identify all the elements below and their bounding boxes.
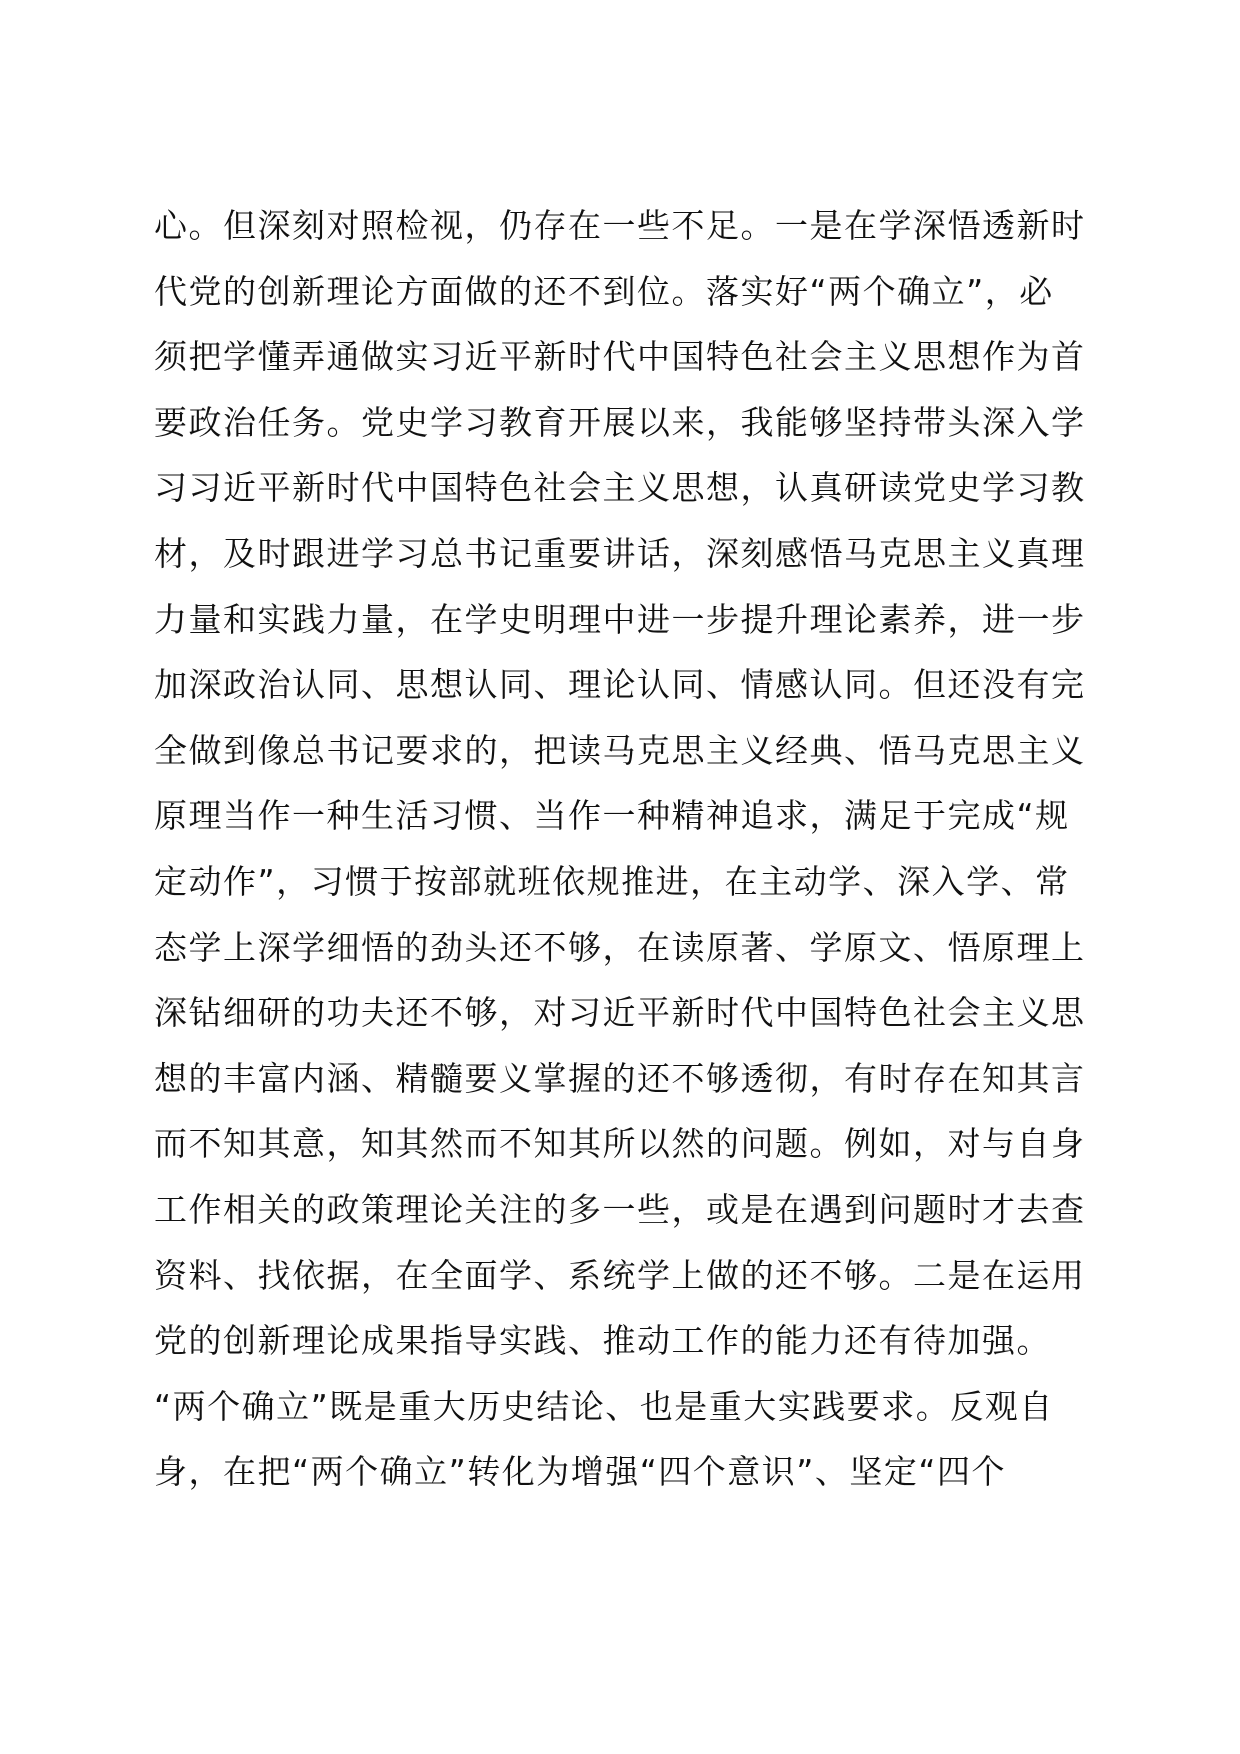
text-line: 要政治任务。党史学习教育开展以来，我能够坚持带头深入学 bbox=[154, 402, 1086, 442]
text-line: 而不知其意，知其然而不知其所以然的问题。例如，对与自身 bbox=[154, 1124, 1086, 1164]
text-line: 心。但深刻对照检视，仍存在一些不足。一是在学深悟透新时 bbox=[154, 206, 1086, 245]
text-line: 原理当作一种生活习惯、当作一种精神追求，满足于完成“规 bbox=[154, 796, 1070, 836]
body-text bbox=[154, 193, 1094, 1505]
text-line: 全做到像总书记要求的，把读马克思主义经典、悟马克思主义 bbox=[154, 730, 1086, 770]
text-line: 代党的创新理论方面做的还不到位。落实好“两个确立”，必 bbox=[154, 271, 1054, 311]
text-line: 力量和实践力量，在学史明理中进一步提升理论素养，进一步 bbox=[154, 599, 1086, 639]
text-line: 习习近平新时代中国特色社会主义思想，认真研读党史学习教 bbox=[154, 468, 1086, 508]
text-line: 态学上深学细悟的劲头还不够，在读原著、学原文、悟原理上 bbox=[154, 927, 1086, 967]
text-line: 党的创新理论成果指导实践、推动工作的能力还有待加强。 bbox=[154, 1321, 1051, 1361]
text-line: 想的丰富内涵、精髓要义掌握的还不够透彻，有时存在知其言 bbox=[154, 1058, 1086, 1098]
text-line: 材，及时跟进学习总书记重要讲话，深刻感悟马克思主义真理 bbox=[154, 533, 1086, 573]
text-line: 资料、找依据，在全面学、系统学上做的还不够。二是在运用 bbox=[154, 1255, 1086, 1295]
text-line: 加深政治认同、思想认同、理论认同、情感认同。但还没有完 bbox=[154, 665, 1086, 705]
text-line: 须把学懂弄通做实习近平新时代中国特色社会主义思想作为首 bbox=[154, 337, 1086, 377]
text-line: 深钻细研的功夫还不够，对习近平新时代中国特色社会主义思 bbox=[154, 993, 1086, 1033]
text-line: “两个确立”既是重大历史结论、也是重大实践要求。反观自 bbox=[154, 1386, 1054, 1426]
text-line: 身，在把“两个确立”转化为增强“四个意识”、坚定“四个 bbox=[154, 1452, 1006, 1492]
text-line: 定动作”，习惯于按部就班依规推进，在主动学、深入学、常 bbox=[154, 861, 1070, 901]
text-line: 工作相关的政策理论关注的多一些，或是在遇到问题时才去查 bbox=[154, 1189, 1086, 1229]
